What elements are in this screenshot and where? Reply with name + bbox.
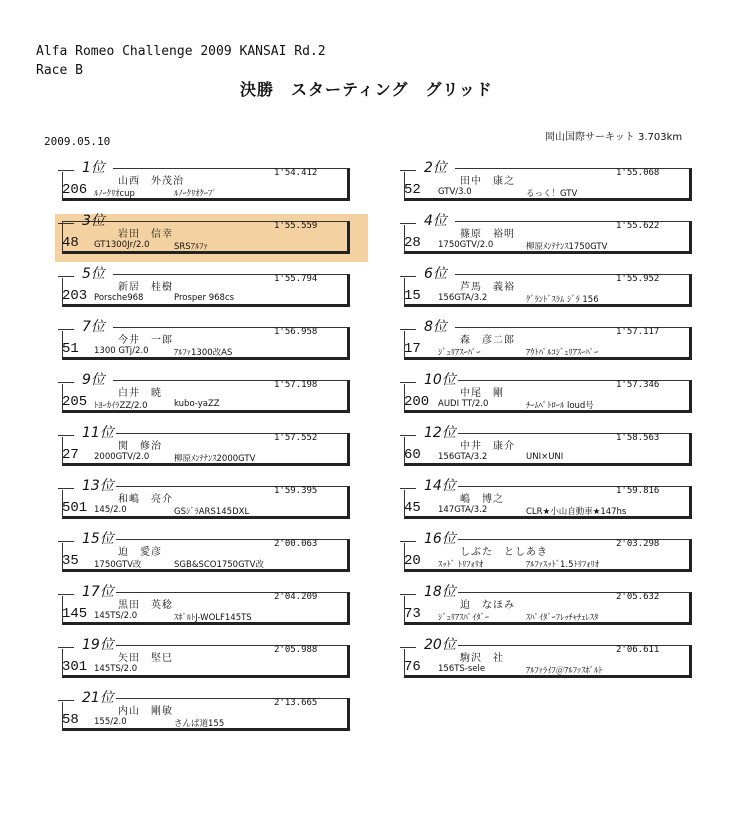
grid-position: 15位 xyxy=(80,528,116,548)
driver-name: 新居 桂樹 xyxy=(118,282,173,293)
qualifying-time: 1'57.117 xyxy=(616,327,660,337)
driver-name: 迫 愛彦 xyxy=(118,547,162,558)
grid-entry xyxy=(398,424,690,464)
car-class: ﾙﾉｰｸﾘｵcup xyxy=(94,189,135,199)
frame-dash xyxy=(58,647,74,648)
car-number: 73 xyxy=(404,606,421,622)
grid-position: 13位 xyxy=(80,475,116,495)
grid-entry xyxy=(56,371,348,411)
driver-name: 黒田 英稔 xyxy=(118,600,173,611)
team-name: SGB&SCO1750GTV改 xyxy=(174,560,264,570)
qualifying-time: 1'57.198 xyxy=(274,380,318,390)
driver-name: 和嶋 亮介 xyxy=(118,494,173,505)
driver-name: 田中 康之 xyxy=(460,176,515,187)
event-title: Alfa Romeo Challenge 2009 KANSAI Rd.2 xyxy=(36,44,326,59)
grid-entry xyxy=(398,530,690,570)
car-class: ｼﾞｭﾘｱｽｰﾊﾟｰ xyxy=(438,348,481,358)
race-date: 2009.05.10 xyxy=(44,135,111,148)
car-number: 501 xyxy=(62,500,88,516)
car-number: 206 xyxy=(62,182,88,198)
car-number: 200 xyxy=(404,394,430,410)
driver-name: しぶた としあき xyxy=(460,547,548,558)
grid-position: 7位 xyxy=(80,316,107,336)
grid-position: 3位 xyxy=(82,213,105,229)
car-class: 145/2.0 xyxy=(94,505,127,515)
grid-entry xyxy=(56,530,348,570)
qualifying-time: 2'00.063 xyxy=(274,539,318,549)
team-name: ｱﾙﾌｧｽｯﾄﾞ1.5ﾄﾘﾌｫﾘｵ xyxy=(526,560,600,570)
car-class: 155/2.0 xyxy=(94,717,127,727)
grid-entry xyxy=(56,477,348,517)
driver-name: 篠原 裕明 xyxy=(460,229,515,240)
qualifying-time: 2'13.665 xyxy=(274,698,318,708)
frame-dash xyxy=(400,594,416,595)
grid-entry xyxy=(398,636,690,676)
car-class: 156TS-sele xyxy=(438,664,486,674)
team-name: kubo-yaZZ xyxy=(174,399,220,409)
car-class: ｼﾞｭﾘｱｽﾊﾟｲﾀﾞｰ xyxy=(438,613,490,623)
frame-dash xyxy=(400,541,416,542)
car-number: 203 xyxy=(62,288,88,304)
grid-position: 21位 xyxy=(80,687,116,707)
grid-position: 19位 xyxy=(80,634,116,654)
grid-entry xyxy=(56,159,348,199)
driver-name: 駒沢 社 xyxy=(460,653,504,664)
frame-dash xyxy=(400,170,416,171)
qualifying-time: 1'55.794 xyxy=(274,274,318,284)
car-class: AUDI TT/2.0 xyxy=(438,399,489,409)
frame-dash xyxy=(58,488,74,489)
car-number: 20 xyxy=(404,553,421,569)
car-number: 205 xyxy=(62,394,88,410)
team-name: ｱﾙﾌｧ1300改AS xyxy=(174,348,233,358)
car-number: 58 xyxy=(62,712,79,728)
grid-entry xyxy=(56,424,348,464)
car-number: 35 xyxy=(62,553,79,569)
grid-position: 9位 xyxy=(80,369,107,389)
grid-entry xyxy=(398,477,690,517)
grid-entry xyxy=(56,265,348,305)
qualifying-time: 1'55.952 xyxy=(616,274,660,284)
car-class: GT1300Jr/2.0 xyxy=(94,240,150,250)
frame-dash xyxy=(58,594,74,595)
frame-dash xyxy=(58,700,74,701)
frame-dash xyxy=(400,329,416,330)
team-name: さんぱ道155 xyxy=(174,719,225,729)
car-number: 45 xyxy=(404,500,421,516)
qualifying-time: 1'59.395 xyxy=(274,486,318,496)
grid-entry xyxy=(56,689,348,729)
grid-entry xyxy=(398,583,690,623)
car-number: 52 xyxy=(404,182,421,198)
qualifying-time: 1'58.563 xyxy=(616,433,660,443)
driver-name: 岩田 信幸 xyxy=(118,229,173,240)
grid-entry xyxy=(56,318,348,358)
driver-name: 矢田 堅巳 xyxy=(118,653,173,664)
grid-entry xyxy=(398,159,690,199)
grid-position: 2位 xyxy=(422,157,449,177)
team-name: 柳原ﾒﾝﾃﾅﾝｽ2000GTV xyxy=(174,454,256,464)
qualifying-time: 1'57.346 xyxy=(616,380,660,390)
car-number: 60 xyxy=(404,447,421,463)
team-name: ｽﾊﾟｲﾀﾞｰﾌﾚｯﾁｬﾁｪﾚｽﾀ xyxy=(526,613,599,623)
driver-name: 中尾 剛 xyxy=(460,388,504,399)
car-number: 17 xyxy=(404,341,421,357)
frame-dash xyxy=(400,647,416,648)
circuit-name: 岡山国際サーキット 3.703km xyxy=(545,132,683,143)
qualifying-time: 1'59.816 xyxy=(616,486,660,496)
grid-position: 6位 xyxy=(422,263,449,283)
car-class: 1750GTV改 xyxy=(94,560,142,570)
grid-position: 1位 xyxy=(80,157,107,177)
car-class: Porsche968 xyxy=(94,293,144,303)
qualifying-time: 2'03.298 xyxy=(616,539,660,549)
driver-name: 森 彦二郎 xyxy=(460,335,515,346)
car-number: 28 xyxy=(404,235,421,251)
qualifying-time: 2'05.988 xyxy=(274,645,318,655)
car-number: 145 xyxy=(62,606,88,622)
grid-entry xyxy=(56,636,348,676)
team-name: るっく！GTV xyxy=(526,189,578,199)
team-name: ｱﾙﾌｧﾗｲﾌ＠ｱﾙﾌｧｽﾎﾟﾙﾄ xyxy=(526,666,603,676)
car-class: 2000GTV/2.0 xyxy=(94,452,150,462)
car-number: 15 xyxy=(404,288,421,304)
qualifying-time: 1'56.958 xyxy=(274,327,318,337)
team-name: SRSｱﾙﾌｧ xyxy=(174,242,208,252)
race-label: Race B xyxy=(36,63,83,78)
car-number: 48 xyxy=(62,235,79,251)
team-name: Prosper 968cs xyxy=(174,293,235,303)
car-class: 145TS/2.0 xyxy=(94,664,138,674)
car-number: 51 xyxy=(62,341,79,357)
car-class: GTV/3.0 xyxy=(438,187,472,197)
frame-dash xyxy=(400,488,416,489)
car-class: ｽｯﾄﾞ ﾄﾘﾌｫﾘｵ xyxy=(438,560,484,570)
car-class: ﾄﾖｰｶｲﾗZZ/2.0 xyxy=(94,401,148,411)
qualifying-time: 2'05.632 xyxy=(616,592,660,602)
team-name: ｸﾞﾗﾝﾄﾞｽﾗﾑ ｼﾞﾗ 156 xyxy=(526,295,599,305)
team-name: ﾙﾉｰｸﾘｵｸｰﾌﾟ xyxy=(174,189,217,199)
team-name: ｱｳﾄﾊﾟﾙｺｼﾞｭﾘｱｽｰﾊﾟｰ xyxy=(526,348,599,358)
driver-name: 関 修治 xyxy=(118,441,162,452)
team-name: UNI×UNI xyxy=(526,452,564,462)
frame-dash xyxy=(400,435,416,436)
grid-position: 10位 xyxy=(422,369,458,389)
grid-position: 14位 xyxy=(422,475,458,495)
grid-entry xyxy=(56,212,348,252)
grid-position: 20位 xyxy=(422,634,458,654)
qualifying-time: 1'55.559 xyxy=(274,221,318,231)
grid-position: 18位 xyxy=(422,581,458,601)
grid-position: 11位 xyxy=(80,422,116,442)
frame-dash xyxy=(58,223,74,224)
qualifying-time: 2'04.209 xyxy=(274,592,318,602)
grid-entry xyxy=(398,265,690,305)
grid-position: 12位 xyxy=(422,422,458,442)
frame-dash xyxy=(400,223,416,224)
team-name: ﾁｰﾑﾍﾟﾄﾛｰﾙ loud号 xyxy=(526,401,594,411)
qualifying-time: 1'57.552 xyxy=(274,433,318,443)
car-number: 76 xyxy=(404,659,421,675)
grid-position: 5位 xyxy=(80,263,107,283)
car-class: 1300 GTj/2.0 xyxy=(94,346,149,356)
team-name: GSｼﾞﾗARS145DXL xyxy=(174,507,250,517)
car-class: 156GTA/3.2 xyxy=(438,452,488,462)
grid-position: 8位 xyxy=(422,316,449,336)
team-name: CLR★小山自動車★147hs xyxy=(526,507,627,517)
qualifying-time: 1'55.068 xyxy=(616,168,660,178)
grid-position: 17位 xyxy=(80,581,116,601)
frame-dash xyxy=(58,382,74,383)
grid-position: 16位 xyxy=(422,528,458,548)
qualifying-time: 2'06.611 xyxy=(616,645,660,655)
driver-name: 山西 外茂治 xyxy=(118,176,184,187)
grid-entry xyxy=(56,583,348,623)
qualifying-time: 1'54.412 xyxy=(274,168,318,178)
car-class: 145TS/2.0 xyxy=(94,611,138,621)
driver-name: 芦馬 義裕 xyxy=(460,282,515,293)
frame-dash xyxy=(400,382,416,383)
driver-name: 嶋 博之 xyxy=(460,494,504,505)
document-title: 決勝 スターティング グリッド xyxy=(240,80,493,99)
driver-name: 内山 剛敏 xyxy=(118,706,173,717)
frame-dash xyxy=(400,276,416,277)
frame-dash xyxy=(58,329,74,330)
frame-dash xyxy=(58,276,74,277)
team-name: 柳原ﾒﾝﾃﾅﾝｽ1750GTV xyxy=(526,242,608,252)
car-number: 301 xyxy=(62,659,88,675)
qualifying-time: 1'55.622 xyxy=(616,221,660,231)
driver-name: 中井 康介 xyxy=(460,441,515,452)
grid-entry xyxy=(398,371,690,411)
driver-name: 今井 一郎 xyxy=(118,335,173,346)
car-class: 147GTA/3.2 xyxy=(438,505,488,515)
grid-position: 4位 xyxy=(422,210,449,230)
frame-dash xyxy=(58,435,74,436)
driver-name: 白井 暁 xyxy=(118,388,162,399)
frame-dash xyxy=(58,541,74,542)
grid-entry xyxy=(398,212,690,252)
driver-name: 迫 なほみ xyxy=(460,600,515,611)
car-class: 1750GTV/2.0 xyxy=(438,240,494,250)
team-name: ｽﾎﾟﾙﾄJ-WOLF145TS xyxy=(174,613,252,623)
car-number: 27 xyxy=(62,447,79,463)
frame-dash xyxy=(58,170,74,171)
car-class: 156GTA/3.2 xyxy=(438,293,488,303)
grid-entry xyxy=(398,318,690,358)
